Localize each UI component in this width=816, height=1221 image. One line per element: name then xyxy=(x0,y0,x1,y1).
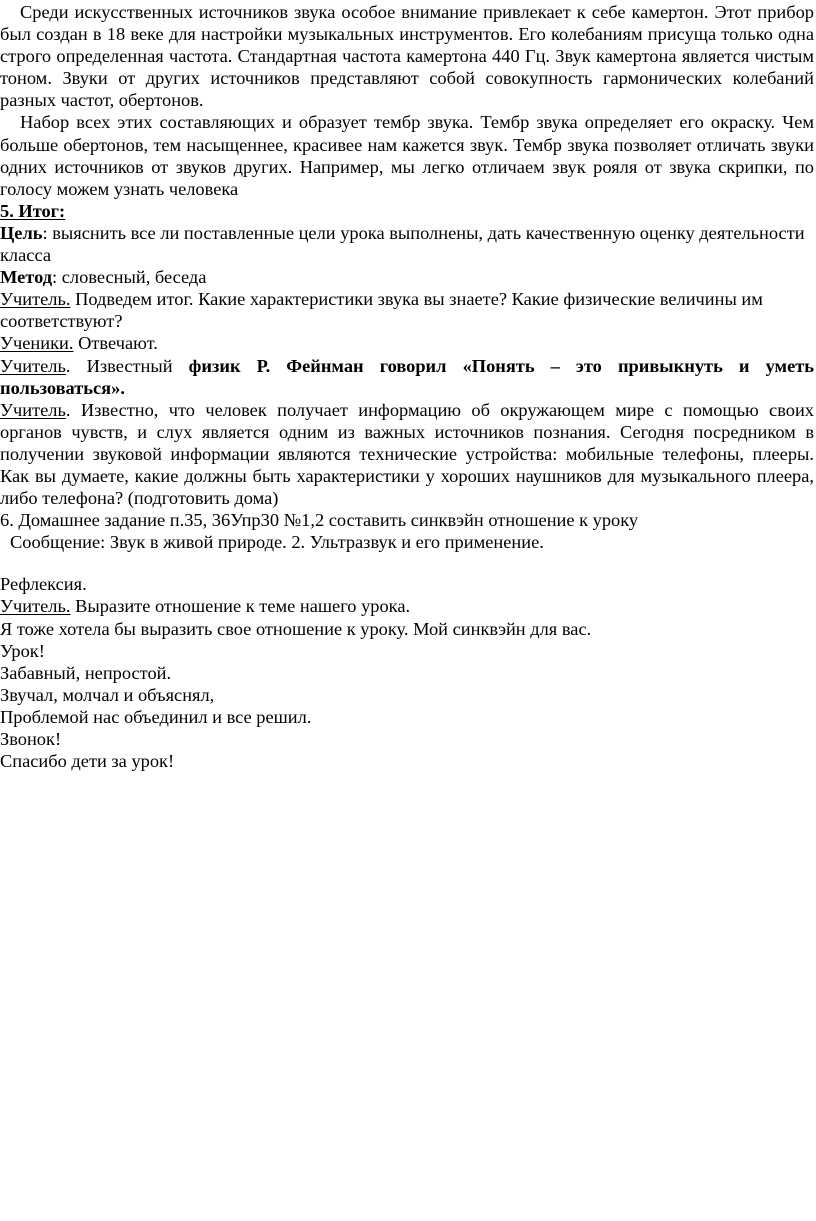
method-line xyxy=(0,266,814,288)
paragraph-timbre: Набор всех этих составляющих и образует тембр звука. Тембр звука определяет его окраску. Чем больше обертонов, тем насыщеннее, красивее нам кажется звук. Тембр звука позволяет отличать звуки одних источников от звуков других. Например, мы легко отличаем звук рояля от звука скрипки, по голосу можем узнать человека xyxy=(0,112,814,199)
goal-line xyxy=(0,222,814,266)
syncwine-line: Урок! xyxy=(0,640,45,661)
teacher-text: . Известный xyxy=(65,355,189,376)
syncwine-line: Звучал, молчал и объяснял, xyxy=(0,684,215,705)
teacher-text: . Известно, что человек получает информацию об окружающем мире с помощью своих органов чувств, и слух является одним из важных источников познания. Сегодня посредником в получении звуковой информации являются технические устройства: мобильные телефоны, плееры. Как вы думаете, какие должны быть характеристики у хороших наушников для музыкального плеера, либо телефона? (подготовить дома) xyxy=(0,399,814,509)
students-line xyxy=(0,332,814,354)
syncwine-line: Проблемой нас объединил и все решил. xyxy=(0,706,312,727)
method-label: Метод xyxy=(0,267,53,288)
reflection-teacher-line xyxy=(0,595,814,617)
students-text: Отвечают. xyxy=(73,333,158,354)
students-label: Ученики. xyxy=(0,333,74,354)
goal-label: Цель xyxy=(0,222,43,243)
method-text: : словесный, беседа xyxy=(52,267,207,288)
syncwine-line: Забавный, непростой. xyxy=(0,662,172,683)
teacher-text: Выразите отношение к теме нашего урока. xyxy=(70,596,411,617)
goal-text: : выяснить все ли поставленные цели урока выполнены, дать качественную оценку деятельности класса xyxy=(0,222,805,266)
teacher-label: Учитель xyxy=(0,355,66,376)
blank-line xyxy=(0,553,814,573)
syncwine-line: Звонок! xyxy=(0,729,62,749)
teacher-text: Подведем итог. Какие характеристики звука вы знаете? Какие физические величины им соответствуют? xyxy=(0,289,763,332)
teacher-line-2 xyxy=(0,355,814,399)
teacher-label: Учитель xyxy=(0,399,66,420)
homework-message-line: Сообщение: Звук в живой природе. 2. Ультразвук и его применение. xyxy=(10,532,544,553)
teacher-label: Учитель. xyxy=(0,289,71,310)
teacher-line-1 xyxy=(0,288,814,332)
closing-line: Спасибо дети за урок! xyxy=(0,751,175,772)
paragraph-tuning-fork: Среди искусственных источников звука особое внимание привлекает к себе камертон. Этот прибор был создан в 18 веке для настройки музыкальных инструментов. Его колебаниям присуща только одна строго определенная частота. Стандартная частота камертона 440 Гц. Звук камертона является чистым тоном. Звуки от других источников представляют собой совокупность гармонических колебаний разных частот, обертонов. xyxy=(0,2,814,111)
section-heading-summary xyxy=(0,200,814,222)
teacher-label: Учитель. xyxy=(0,596,71,617)
reflection-title: Рефлексия. xyxy=(0,574,87,595)
document-body xyxy=(0,1,814,772)
section-heading-text: 5. Итог: xyxy=(0,200,66,221)
homework-line: 6. Домашнее задание п.35, 36Упр30 №1,2 составить синквэйн отношение к уроку xyxy=(0,510,639,531)
syncwine-intro: Я тоже хотела бы выразить свое отношение к уроку. Мой синквэйн для вас. xyxy=(0,618,592,639)
feynman-quote: физик Р. Фейнман говорил «Понять – это привыкнуть и уметь пользоваться». xyxy=(0,355,814,398)
teacher-line-3 xyxy=(0,399,814,509)
